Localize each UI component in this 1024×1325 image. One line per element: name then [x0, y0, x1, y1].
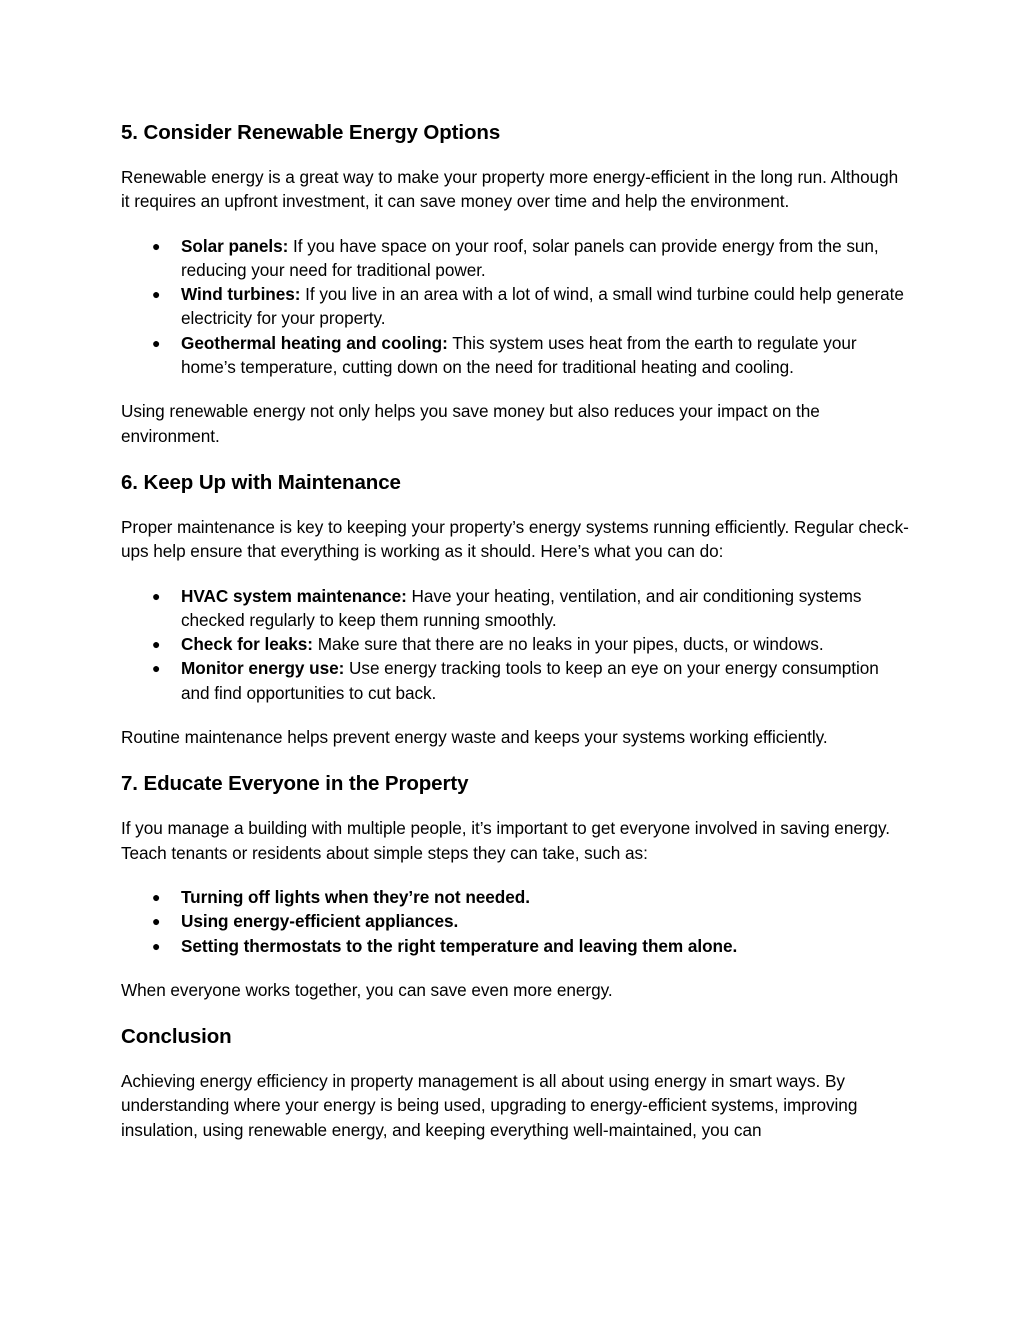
- bullet-icon: ●: [152, 636, 161, 653]
- bullet-list: [121, 885, 911, 958]
- section-intro: Proper maintenance is key to keeping your property’s energy systems running efficiently. Regular check-ups help ensure that everything is working as it should. Here’s what you can do:: [121, 516, 909, 562]
- section-heading: 6. Keep Up with Maintenance: [121, 470, 401, 494]
- section-maintenance: [121, 468, 911, 749]
- list-item: [121, 934, 911, 958]
- list-item: [121, 282, 911, 331]
- bullet-icon: ●: [152, 237, 161, 254]
- item-text: This system uses heat from the earth to regulate your home’s temperature, cutting down on the need for traditional heating and cooling.: [181, 332, 857, 378]
- item-term: Solar panels:: [181, 235, 289, 256]
- item-term: Setting thermostats to the right temperature and leaving them alone.: [181, 935, 738, 956]
- section-intro: Renewable energy is a great way to make your property more energy-efficient in the long run. Although it requires an upfront investment, it can save money over time and help the environment.: [121, 167, 899, 212]
- section-intro: If you manage a building with multiple people, it’s important to get everyone involved in saving energy. Teach tenants or residents about simple steps they can take, such as:: [121, 818, 891, 863]
- section-heading: 7. Educate Everyone in the Property: [121, 772, 469, 796]
- bullet-icon: ●: [152, 286, 161, 303]
- bullet-icon: ●: [152, 913, 161, 930]
- item-text: Make sure that there are no leaks in your pipes, ducts, or windows.: [312, 634, 824, 655]
- list-item: [121, 632, 911, 656]
- item-term: Check for leaks:: [181, 634, 313, 655]
- item-term: Turning off lights when they’re not needed.: [181, 886, 530, 907]
- section-conclusion: [121, 1022, 911, 1142]
- bullet-list: [121, 584, 911, 705]
- list-item: [121, 909, 911, 933]
- bullet-icon: ●: [152, 660, 161, 677]
- item-term: Geothermal heating and cooling:: [181, 332, 448, 353]
- item-term: Monitor energy use:: [181, 658, 345, 679]
- bullet-icon: ●: [152, 888, 161, 905]
- section-heading: 5. Consider Renewable Energy Options: [121, 121, 501, 144]
- item-text: If you live in an area with a lot of wind, a small wind turbine could help generate electricity for your property.: [181, 284, 904, 329]
- section-renewable-energy: [121, 118, 911, 448]
- list-item: [121, 234, 911, 283]
- section-educate: [121, 769, 911, 1002]
- list-item: [121, 331, 911, 380]
- item-text: Have your heating, ventilation, and air conditioning systems checked regularly to keep them running smoothly.: [181, 585, 862, 630]
- list-item: [121, 656, 911, 705]
- item-text: If you have space on your roof, solar panels can provide energy from the sun, reducing your need for traditional power.: [181, 235, 879, 280]
- section-outro: Using renewable energy not only helps you save money but also reduces your impact on the environment.: [121, 401, 820, 446]
- bullet-icon: ●: [152, 587, 161, 604]
- list-item: [121, 584, 911, 633]
- section-heading: Conclusion: [121, 1025, 232, 1049]
- item-term: HVAC system maintenance:: [181, 585, 407, 606]
- section-outro: Routine maintenance helps prevent energy waste and keeps your systems working efficiently.: [121, 727, 828, 748]
- item-term: Using energy-efficient appliances.: [181, 911, 459, 932]
- document-page: [121, 118, 911, 1162]
- bullet-icon: ●: [152, 334, 161, 351]
- conclusion-text: Achieving energy efficiency in property management is all about using energy in smart ways. By understanding where your energy is being used, upgrading to energy-efficient systems, improving insulation, using renewable energy, and keeping everything well-maintained, you can: [121, 1071, 858, 1140]
- item-text: Use energy tracking tools to keep an eye on your energy consumption and find opportunities to cut back.: [181, 658, 879, 703]
- bullet-list: [121, 234, 911, 380]
- section-outro: When everyone works together, you can save even more energy.: [121, 979, 613, 1000]
- bullet-icon: ●: [152, 937, 161, 954]
- item-term: Wind turbines:: [181, 284, 301, 305]
- list-item: [121, 885, 911, 909]
